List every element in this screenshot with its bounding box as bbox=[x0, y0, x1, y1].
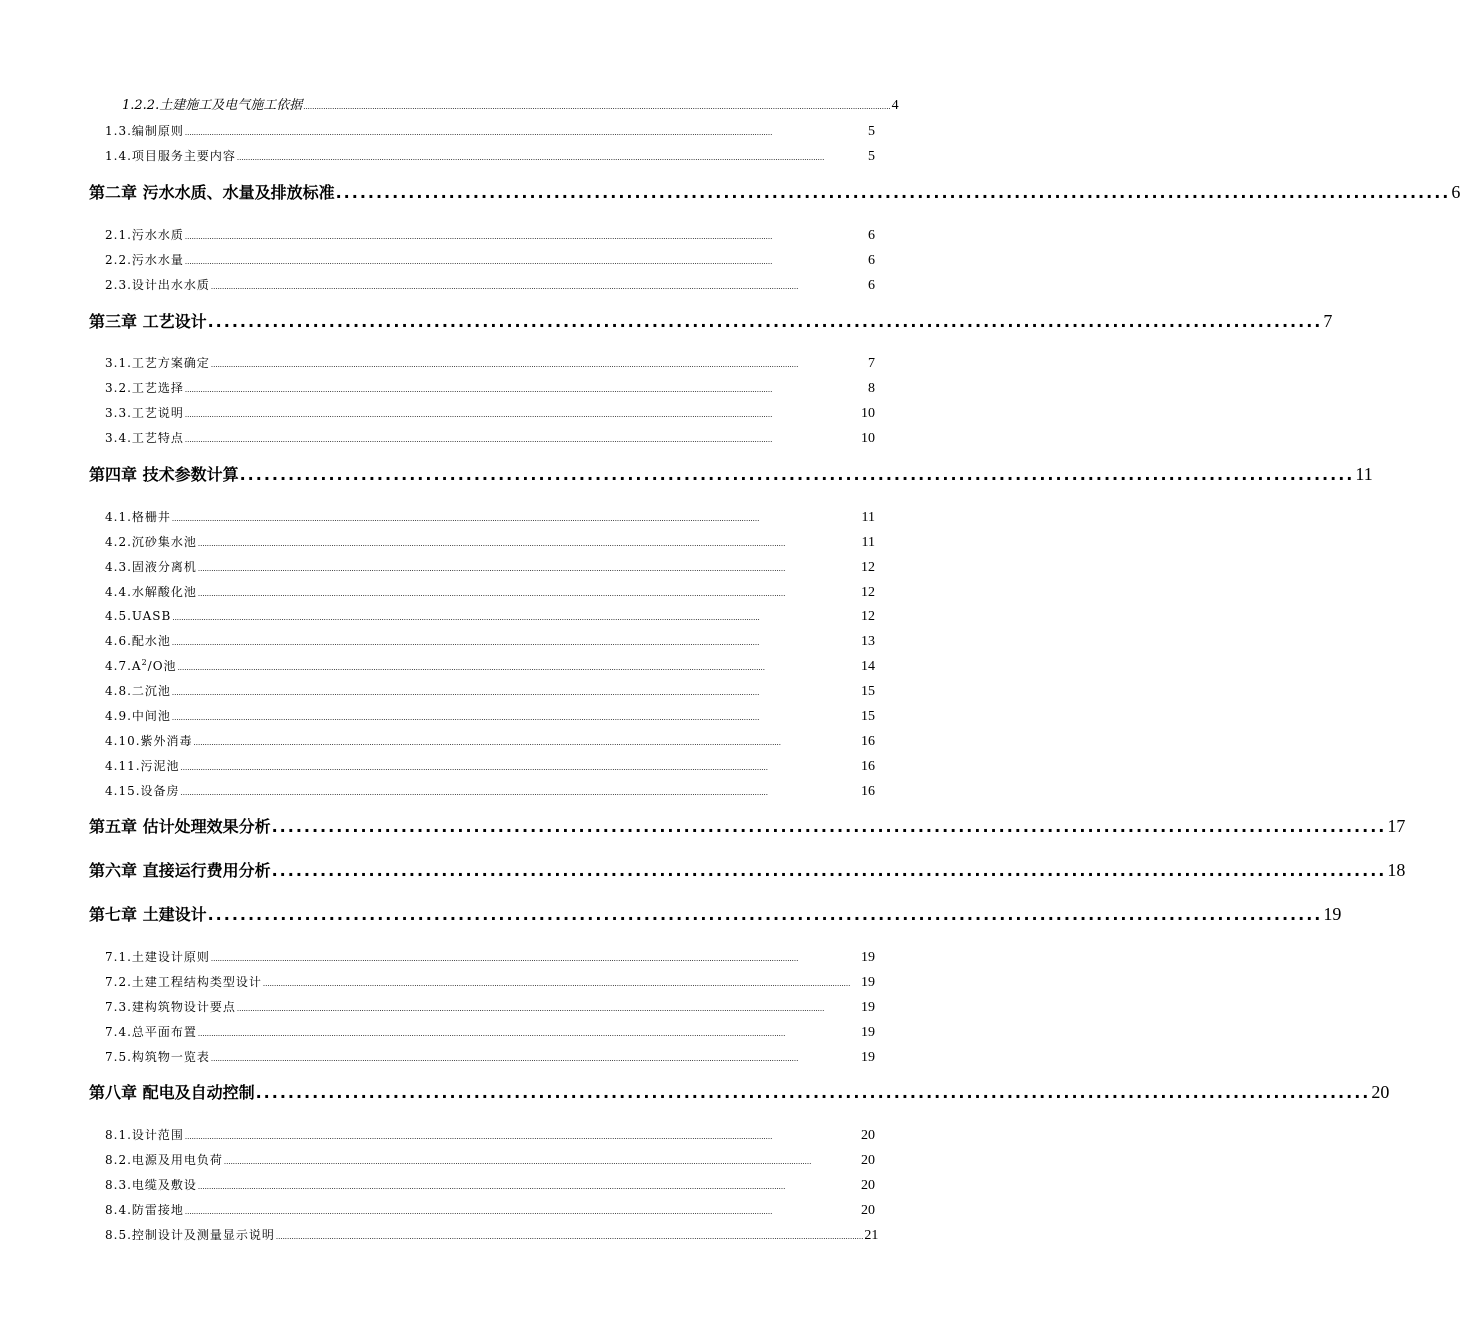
toc-entry-label: 7.5.构筑物一览表 bbox=[105, 1050, 210, 1064]
toc-entry-7-3[interactable] bbox=[105, 999, 875, 1015]
toc-leader-dots: ........................................................................................................................................................................................................................................................................ bbox=[171, 515, 760, 523]
toc-entry-3-2[interactable] bbox=[105, 380, 875, 396]
toc-entry-2-2[interactable] bbox=[105, 252, 875, 268]
toc-page-number: 11 bbox=[1355, 464, 1373, 484]
toc-leader-dots: ........................................................................................................................................................................................................................................................................ bbox=[184, 411, 773, 419]
toc-entry-3-1[interactable] bbox=[105, 355, 875, 371]
toc-entry-4-3[interactable] bbox=[105, 559, 875, 575]
superscript-2: 2 bbox=[141, 658, 148, 667]
toc-page-number: 15 bbox=[861, 684, 875, 699]
toc-leader-dots: ........................................................................................................................................................................................................................................................................ bbox=[184, 233, 773, 241]
toc-entry-label: 4.10.紫外消毒 bbox=[105, 734, 193, 748]
toc-leader-dots: .......................................................................................................................................... bbox=[335, 183, 1451, 202]
toc-page-number: 19 bbox=[861, 1000, 875, 1015]
toc-leader-dots: ........................................................................................................................................................................................................................................................................ bbox=[197, 1183, 786, 1191]
toc-page-number: 12 bbox=[861, 609, 875, 624]
toc-chapter-5[interactable] bbox=[89, 815, 1406, 837]
toc-page-number: 5 bbox=[868, 149, 875, 164]
toc-leader-dots: ........................................................................................................................................................................................................................................................................ bbox=[184, 386, 773, 394]
toc-entry-label: 4.9.中间池 bbox=[105, 709, 171, 723]
toc-entry-label: 2.3.设计出水水质 bbox=[105, 278, 210, 292]
toc-page-number: 6 bbox=[1451, 182, 1460, 202]
toc-page-number: 12 bbox=[861, 560, 875, 575]
toc-page-number: 15 bbox=[861, 709, 875, 724]
toc-entry-4-4[interactable] bbox=[105, 584, 875, 600]
toc-page-number: 12 bbox=[861, 585, 875, 600]
toc-entry-label: 7.1.土建设计原则 bbox=[105, 950, 210, 964]
toc-page-number: 20 bbox=[861, 1128, 875, 1143]
toc-entry-4-5[interactable] bbox=[105, 608, 875, 624]
toc-leader-dots: ........................................................................................................................................................................................................................................................................ bbox=[172, 614, 760, 622]
toc-entry-label: 1.4.项目服务主要内容 bbox=[105, 149, 236, 163]
toc-entry-7-1[interactable] bbox=[105, 949, 875, 965]
toc-leader-dots: ........................................................................................................................................................................................................................................................................ bbox=[210, 361, 799, 369]
toc-entry-label: 1.2.2.土建施工及电气施工依据 bbox=[122, 98, 303, 113]
toc-entry-4-6[interactable] bbox=[105, 633, 875, 649]
toc-leader-dots: ........................................................................................................................................................................................................................................................................ bbox=[180, 789, 768, 797]
toc-leader-dots: ........................................................................................................................................................................................................................................................................ bbox=[171, 714, 760, 722]
toc-chapter-label: 第六章 直接运行费用分析 bbox=[89, 861, 271, 880]
toc-entry-label: 4.6.配水池 bbox=[105, 634, 171, 648]
toc-leader-dots: .......................................................................................................................................... bbox=[207, 312, 1323, 331]
toc-leader-dots: ........................................................................................................................................................................................................................................................................ bbox=[193, 739, 781, 747]
toc-entry-label: 3.3.工艺说明 bbox=[105, 406, 184, 420]
toc-entry-4-8[interactable] bbox=[105, 683, 875, 699]
toc-page-number: 6 bbox=[868, 253, 875, 268]
toc-entry-8-5[interactable] bbox=[105, 1227, 879, 1243]
toc-page-number: 7 bbox=[1323, 311, 1333, 331]
toc-page-number: 6 bbox=[868, 278, 875, 293]
toc-page-number: 16 bbox=[861, 759, 875, 774]
toc-leader-dots: ........................................................................................................................................................................................................................................................................ bbox=[184, 1133, 773, 1141]
toc-entry-8-1[interactable] bbox=[105, 1127, 875, 1143]
toc-entry-label: 3.2.工艺选择 bbox=[105, 381, 184, 395]
toc-entry-8-4[interactable] bbox=[105, 1202, 875, 1218]
toc-entry-4-9[interactable] bbox=[105, 708, 875, 724]
toc-chapter-label: 第五章 估计处理效果分析 bbox=[89, 817, 271, 836]
toc-entry-1-4[interactable] bbox=[105, 148, 875, 164]
toc-page-number: 13 bbox=[861, 634, 875, 649]
toc-page-number: 11 bbox=[861, 535, 875, 550]
toc-chapter-6[interactable] bbox=[89, 859, 1406, 881]
toc-chapter-label: 第二章 污水水质、水量及排放标准 bbox=[89, 183, 335, 202]
toc-leader-dots: .......................................................................................................................................... bbox=[271, 817, 1387, 836]
toc-leader-dots: ........................................................................................................................................................................................................................................................................ bbox=[171, 639, 760, 647]
toc-entry-label: 4.2.沉砂集水池 bbox=[105, 535, 197, 549]
toc-page-number: 19 bbox=[861, 975, 875, 990]
toc-entry-label: 7.2.土建工程结构类型设计 bbox=[105, 975, 262, 989]
toc-entry-label-prefix: 4.7.A bbox=[105, 659, 142, 673]
toc-leader-dots: ........................................................................................................................................................................................................................................................................ bbox=[236, 1005, 825, 1013]
toc-entry-label: 8.4.防雷接地 bbox=[105, 1203, 184, 1217]
toc-page-number: 14 bbox=[861, 659, 875, 674]
toc-leader-dots: ........................................................................................................................................................................................................................................................................ bbox=[184, 258, 773, 266]
toc-entry-label: 3.1.工艺方案确定 bbox=[105, 356, 210, 370]
toc-entry-label: 4.11.污泥池 bbox=[105, 759, 180, 773]
toc-entry-label-suffix: /O池 bbox=[147, 659, 177, 673]
toc-entry-1-2-2[interactable] bbox=[122, 98, 899, 114]
toc-page-number: 19 bbox=[861, 950, 875, 965]
toc-entry-label: 1.3.编制原则 bbox=[105, 124, 184, 138]
toc-page-number: 21 bbox=[864, 1228, 879, 1243]
toc-page-number: 7 bbox=[868, 356, 875, 371]
toc-leader-dots: ........................................................................................................................................................................................................................................................................ bbox=[184, 129, 773, 137]
toc-entry-label: 2.1.污水水质 bbox=[105, 228, 184, 242]
toc-chapter-4[interactable] bbox=[89, 463, 1373, 485]
toc-leader-dots: ........................................................................................................................................................................................................................................................................ bbox=[184, 436, 773, 444]
toc-page-number: 18 bbox=[1387, 860, 1406, 880]
toc-entry-label: 4.15.设备房 bbox=[105, 784, 180, 798]
toc-entry-1-3[interactable] bbox=[105, 123, 875, 139]
toc-page-number: 20 bbox=[861, 1153, 875, 1168]
toc-chapter-label: 第七章 土建设计 bbox=[89, 905, 207, 924]
toc-entry-label: 8.5.控制设计及测量显示说明 bbox=[105, 1228, 275, 1242]
toc-leader-dots: .......................................................................................................................................... bbox=[255, 1083, 1371, 1102]
toc-entry-7-2[interactable] bbox=[105, 974, 875, 990]
toc-leader-dots: ........................................................................................................................................................................................................................................................................ bbox=[177, 664, 765, 672]
toc-leader-dots: ........................................................................................................................................................................................................................................................................ bbox=[236, 154, 825, 162]
toc-leader-dots: ........................................................................................................................................................................................................................................................................ bbox=[262, 980, 851, 988]
toc-entry-8-2[interactable] bbox=[105, 1152, 875, 1168]
toc-leader-dots: ........................................................................................................................................................................................................................................................................ bbox=[223, 1158, 812, 1166]
toc-page-number: 8 bbox=[868, 381, 875, 396]
toc-leader-dots: ........................................................................................................................................................................................................................................................................ bbox=[197, 590, 786, 598]
toc-chapter-label: 第八章 配电及自动控制 bbox=[89, 1083, 255, 1102]
toc-page-number: 10 bbox=[861, 431, 875, 446]
toc-page-number: 20 bbox=[861, 1178, 875, 1193]
toc-entry-4-10[interactable] bbox=[105, 733, 875, 749]
toc-entry-label: 4.8.二沉池 bbox=[105, 684, 171, 698]
toc-entry-7-5[interactable] bbox=[105, 1049, 875, 1065]
toc-entry-4-7[interactable] bbox=[105, 658, 875, 674]
toc-leader-dots: ........................................................................................................................................................................................................................................................................ bbox=[210, 1055, 799, 1063]
toc-page-number: 11 bbox=[861, 510, 875, 525]
toc-page-number: 17 bbox=[1387, 816, 1406, 836]
toc-entry-3-3[interactable] bbox=[105, 405, 875, 421]
toc-chapter-2[interactable] bbox=[89, 181, 1460, 203]
toc-page-number: 20 bbox=[861, 1203, 875, 1218]
toc-page-number: 6 bbox=[868, 228, 875, 243]
toc-entry-2-1[interactable] bbox=[105, 227, 875, 243]
toc-page-number: 4 bbox=[891, 98, 899, 113]
toc-entry-label: 4.1.格栅井 bbox=[105, 510, 171, 524]
toc-page-number: 19 bbox=[861, 1025, 875, 1040]
toc-entry-label: 8.1.设计范围 bbox=[105, 1128, 184, 1142]
toc-leader-dots: ........................................................................................................................................................................................................................................................................ bbox=[210, 955, 799, 963]
toc-leader-dots: ........................................................................................................................................................................................................................................................................ bbox=[197, 565, 786, 573]
toc-chapter-3[interactable] bbox=[89, 310, 1333, 332]
toc-leader-dots: ........................................................................................................................................................................................................................................................................ bbox=[303, 103, 891, 111]
toc-entry-label bbox=[105, 658, 177, 674]
toc-entry-7-4[interactable] bbox=[105, 1024, 875, 1040]
toc-page-number: 16 bbox=[861, 784, 875, 799]
toc-leader-dots: ........................................................................................................................................................................................................................................................................ bbox=[210, 283, 799, 291]
toc-chapter-7[interactable] bbox=[89, 903, 1342, 925]
toc-entry-label: 4.5.UASB bbox=[105, 609, 172, 623]
toc-leader-dots: ........................................................................................................................................................................................................................................................................ bbox=[171, 689, 760, 697]
toc-entry-4-1[interactable] bbox=[105, 509, 875, 525]
toc-leader-dots: ........................................................................................................................................................................................................................................................................ bbox=[275, 1233, 864, 1241]
toc-chapter-8[interactable] bbox=[89, 1081, 1390, 1103]
toc-page-number: 19 bbox=[861, 1050, 875, 1065]
toc-entry-4-2[interactable] bbox=[105, 534, 875, 550]
toc-entry-label: 8.2.电源及用电负荷 bbox=[105, 1153, 223, 1167]
toc-chapter-label: 第四章 技术参数计算 bbox=[89, 465, 239, 484]
toc-leader-dots: ........................................................................................................................................................................................................................................................................ bbox=[197, 1030, 786, 1038]
toc-leader-dots: .......................................................................................................................................... bbox=[271, 861, 1387, 880]
toc-page-number: 5 bbox=[868, 124, 875, 139]
toc-leader-dots: ........................................................................................................................................................................................................................................................................ bbox=[184, 1208, 773, 1216]
toc-entry-4-15[interactable] bbox=[105, 783, 875, 799]
toc-entry-label: 8.3.电缆及敷设 bbox=[105, 1178, 197, 1192]
toc-leader-dots: ........................................................................................................................................................................................................................................................................ bbox=[197, 540, 786, 548]
toc-leader-dots: ........................................................................................................................................................................................................................................................................ bbox=[180, 764, 768, 772]
toc-entry-8-3[interactable] bbox=[105, 1177, 875, 1193]
toc-entry-label: 2.2.污水水量 bbox=[105, 253, 184, 267]
toc-entry-label: 3.4.工艺特点 bbox=[105, 431, 184, 445]
toc-page-number: 19 bbox=[1323, 904, 1342, 924]
toc-entry-label: 4.3.固液分离机 bbox=[105, 560, 197, 574]
toc-entry-3-4[interactable] bbox=[105, 430, 875, 446]
toc-page-number: 16 bbox=[861, 734, 875, 749]
toc-entry-2-3[interactable] bbox=[105, 277, 875, 293]
toc-page-number: 10 bbox=[861, 406, 875, 421]
toc-chapter-label: 第三章 工艺设计 bbox=[89, 312, 207, 331]
toc-entry-label: 4.4.水解酸化池 bbox=[105, 585, 197, 599]
toc-leader-dots: .......................................................................................................................................... bbox=[239, 465, 1355, 484]
toc-entry-label: 7.3.建构筑物设计要点 bbox=[105, 1000, 236, 1014]
toc-entry-label: 7.4.总平面布置 bbox=[105, 1025, 197, 1039]
toc-entry-4-11[interactable] bbox=[105, 758, 875, 774]
toc-page-number: 20 bbox=[1371, 1082, 1390, 1102]
toc-leader-dots: .......................................................................................................................................... bbox=[207, 905, 1323, 924]
